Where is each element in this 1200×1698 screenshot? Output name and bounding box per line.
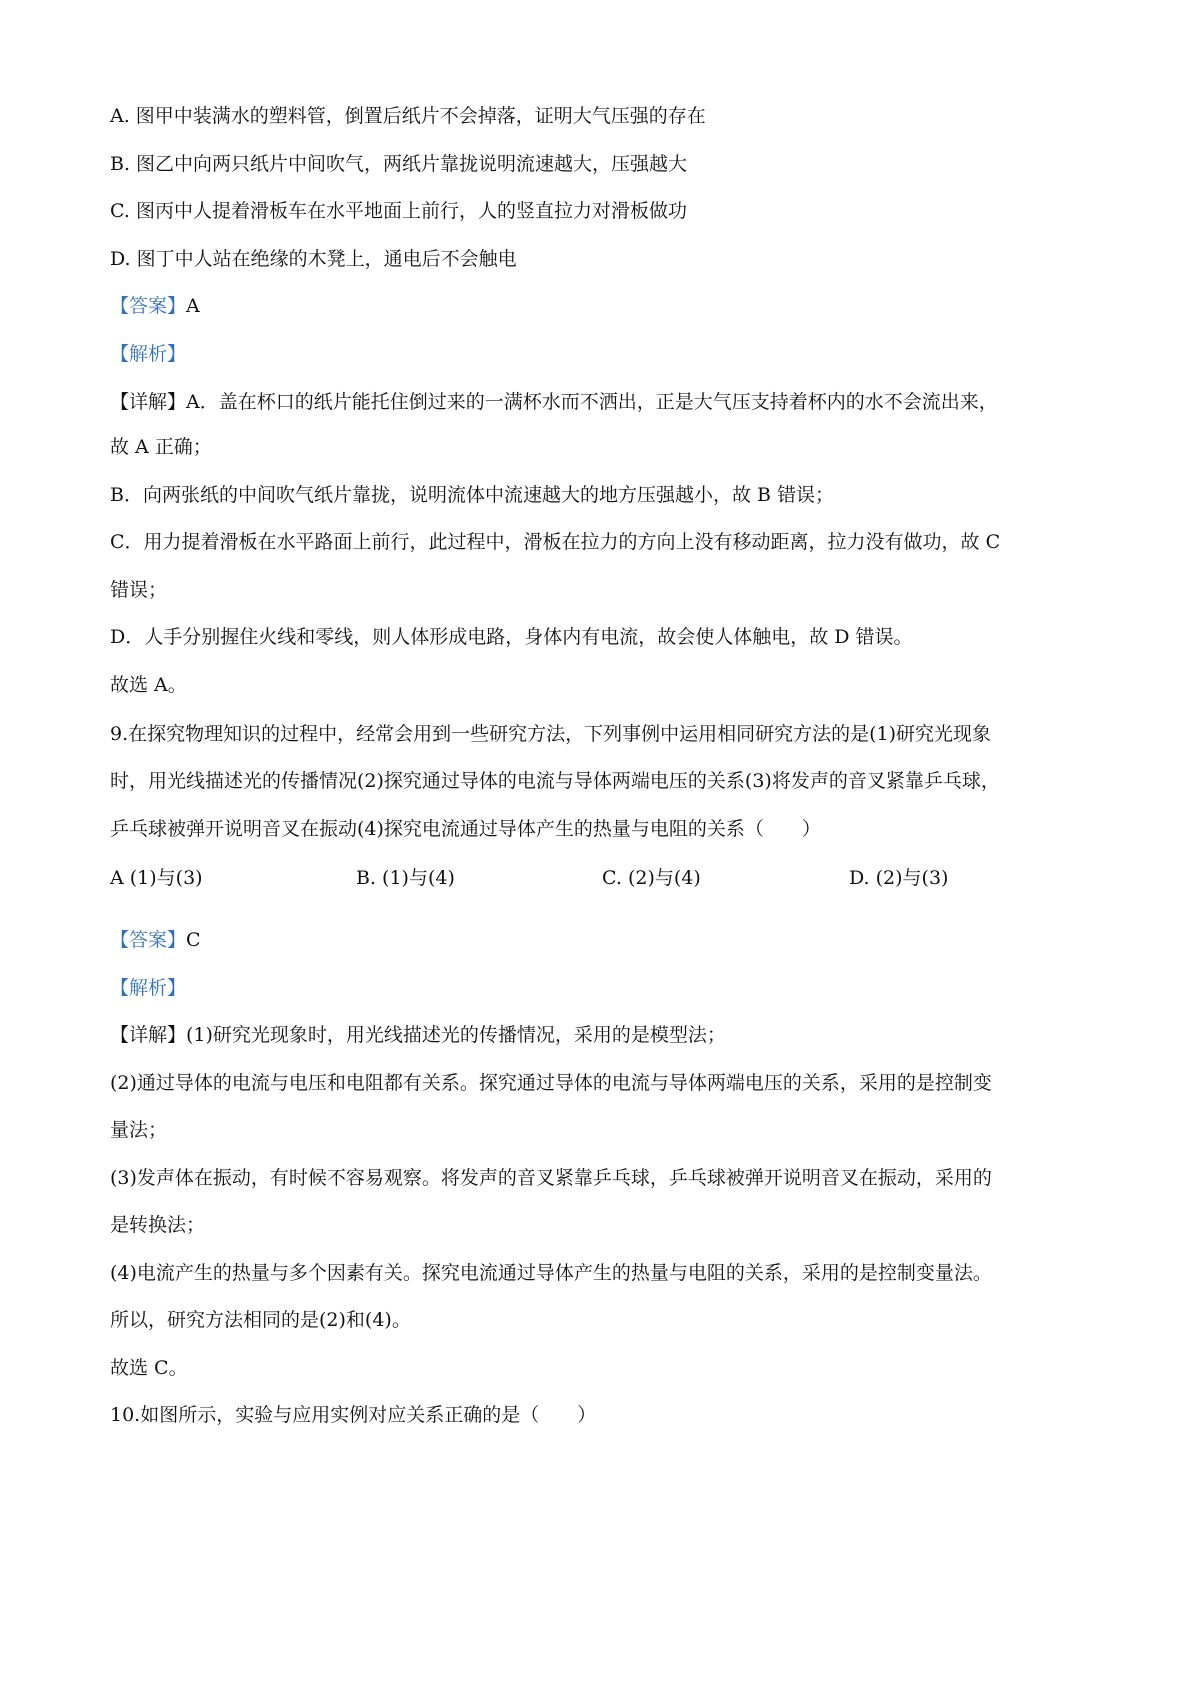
q8-option-c: C. 图丙中人提着滑板车在水平地面上前行，人的竖直拉力对滑板做功	[110, 200, 687, 222]
q9-option-d: D. (2)与(3)	[849, 867, 949, 889]
q8-answer-value: A	[186, 295, 200, 317]
q9-answer-line	[110, 926, 201, 954]
q9-detail-line-2: (2)通过导体的电流与电压和电阻都有关系。探究通过导体的电流与导体两端电压的关系，采用的是控制变	[110, 1072, 992, 1094]
q9-detail-tag: 【详解】	[110, 1024, 187, 1046]
q8-option-d: D. 图丁中人站在绝缘的木凳上，通电后不会触电	[110, 248, 517, 270]
q9-stem-line-1: 9.在探究物理知识的过程中，经常会用到一些研究方法，下列事例中运用相同研究方法的是(1)研究光现象	[110, 723, 992, 745]
q9-detail-line-5: 是转换法；	[110, 1214, 206, 1236]
q9-detail-line-4: (3)发声体在振动，有时候不容易观察。将发声的音叉紧靠乒乓球，乒乓球被弹开说明音叉在振动，采用的	[110, 1167, 992, 1189]
q8-detail-line-5: 错误；	[110, 579, 168, 601]
q9-analysis-tag: 【解析】	[110, 977, 187, 999]
q8-detail-line-6: D．人手分别握住火线和零线，则人体形成电路，身体内有电流，故会使人体触电，故 D 错误。	[110, 626, 913, 648]
q8-option-a: A. 图甲中装满水的塑料管，倒置后纸片不会掉落，证明大气压强的存在	[110, 105, 706, 127]
q8-detail-text-1: A．盖在杯口的纸片能托住倒过来的一满杯水而不洒出，正是大气压支持着杯内的水不会流出来，	[186, 391, 998, 413]
q9-option-b: B. (1)与(4)	[356, 867, 455, 889]
q8-detail-tag: 【详解】	[110, 391, 187, 413]
q8-detail-line-3: B．向两张纸的中间吹气纸片靠拢，说明流体中流速越大的地方压强越小，故 B 错误；	[110, 484, 835, 506]
q9-detail-line-3: 量法；	[110, 1119, 168, 1141]
q9-answer-tag: 【答案】	[110, 929, 187, 951]
q8-conclusion: 故选 A。	[110, 674, 187, 696]
q8-detail-line-2: 故 A 正确；	[110, 436, 212, 458]
q9-stem-line-2: 时，用光线描述光的传播情况(2)探究通过导体的电流与导体两端电压的关系(3)将发声的音叉紧靠乒乓球，	[110, 770, 1000, 792]
q9-option-c: C. (2)与(4)	[602, 867, 701, 889]
q8-answer-tag: 【答案】	[110, 295, 187, 317]
q10-stem: 10.如图所示，实验与应用实例对应关系正确的是（ ）	[110, 1404, 597, 1426]
q9-option-a: A (1)与(3)	[110, 867, 203, 889]
q9-detail-line-6: (4)电流产生的热量与多个因素有关。探究电流通过导体产生的热量与电阻的关系，采用的是控制变量法。	[110, 1262, 992, 1284]
q8-detail-line-1	[110, 388, 998, 416]
q9-stem-line-3: 乒乓球被弹开说明音叉在振动(4)探究电流通过导体产生的热量与电阻的关系（ ）	[110, 818, 821, 840]
q8-option-b: B. 图乙中向两只纸片中间吹气，两纸片靠拢说明流速越大，压强越大	[110, 153, 688, 175]
q9-detail-line-1	[110, 1021, 726, 1049]
q9-options	[110, 864, 1110, 894]
q8-detail-line-4: C．用力提着滑板在水平路面上前行，此过程中，滑板在拉力的方向上没有移动距离，拉力没有做功，故 C	[110, 531, 1001, 553]
q8-analysis-tag: 【解析】	[110, 343, 187, 365]
q9-detail-text-1: (1)研究光现象时，用光线描述光的传播情况，采用的是模型法；	[186, 1024, 726, 1046]
q9-answer-value: C	[186, 929, 201, 951]
q8-answer-line	[110, 292, 200, 320]
q9-detail-line-7: 所以，研究方法相同的是(2)和(4)。	[110, 1309, 411, 1331]
q9-conclusion: 故选 C。	[110, 1357, 188, 1379]
